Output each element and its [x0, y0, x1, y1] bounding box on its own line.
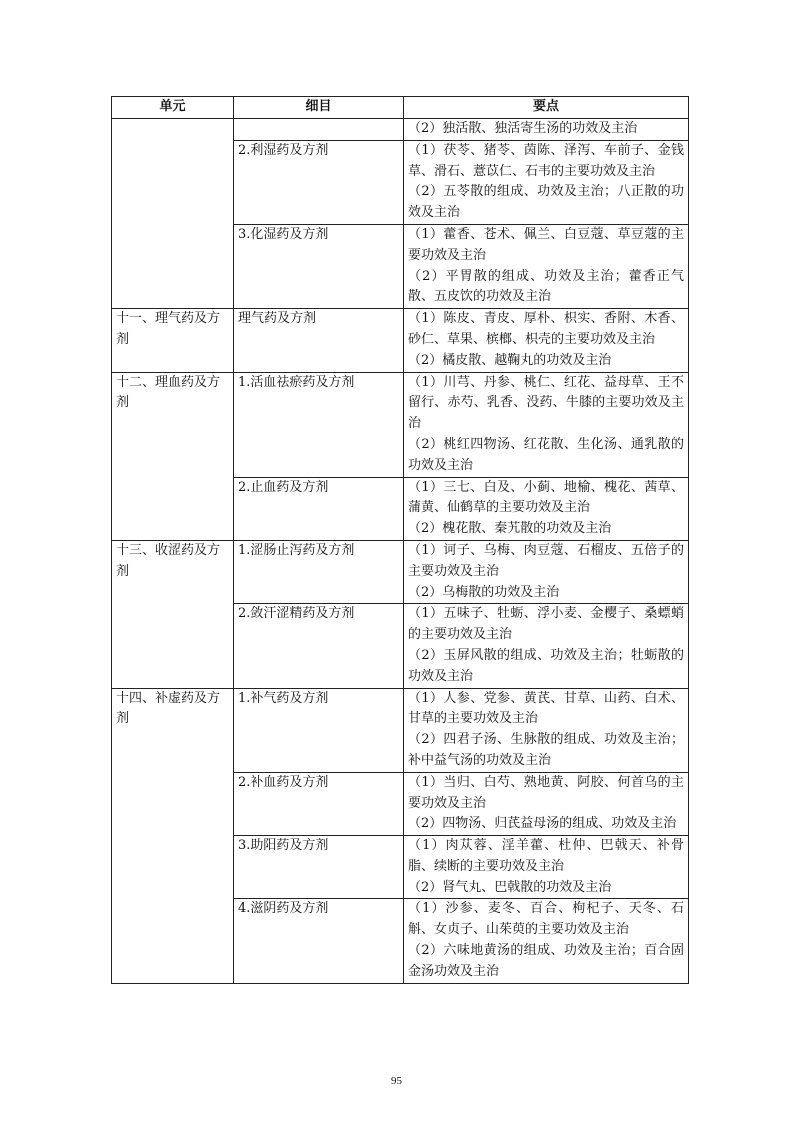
syllabus-table	[111, 96, 689, 984]
point-line: （1）川芎、丹参、桃仁、红花、益母草、王不留行、赤芍、乳香、没药、牛膝的主要功效及主治	[408, 374, 684, 432]
table-row	[112, 119, 689, 141]
point-line: （1）五味子、牡蛎、浮小麦、金樱子、桑螵蛸的主要功效及主治	[408, 606, 684, 643]
points-cell	[404, 772, 689, 835]
points-cell	[404, 140, 689, 224]
item-cell: 2.利湿药及方剂	[234, 140, 404, 224]
header-item: 细目	[234, 97, 404, 119]
table-row	[112, 309, 689, 372]
point-line: （2）橘皮散、越鞠丸的功效及主治	[408, 352, 612, 368]
point-line: （1）茯苓、猪苓、茵陈、泽泻、车前子、金钱草、滑石、薏苡仁、石韦的主要功效及主治	[408, 142, 684, 179]
point-line: （1）沙参、麦冬、百合、枸杞子、天冬、石斛、女贞子、山茱萸的主要功效及主治	[408, 901, 684, 938]
unit-cell: 十二、理血药及方剂	[112, 372, 234, 540]
points-cell	[404, 224, 689, 308]
point-line: （2）四物汤、归芪益母汤的组成、功效及主治	[408, 816, 677, 832]
point-line: （1）肉苁蓉、淫羊藿、杜仲、巴戟天、补骨脂、续断的主要功效及主治	[408, 838, 684, 874]
point-line: （2）玉屏风散的组成、功效及主治；牡蛎散的功效及主治	[408, 647, 684, 684]
point-line: （2）平胃散的组成、功效及主治；藿香正气散、五皮饮的功效及主治	[408, 268, 684, 305]
point-line: （1）人参、党参、黄芪、甘草、山药、白术、甘草的主要功效及主治	[408, 690, 684, 727]
point-line: （2）肾气丸、巴戟散的功效及主治	[408, 879, 612, 895]
item-cell: 3.助阳药及方剂	[234, 836, 404, 899]
header-points: 要点	[404, 97, 689, 119]
item-cell: 4.滋阴药及方剂	[234, 899, 404, 983]
point-line: （1）三七、白及、小蓟、地榆、槐花、茜草、蒲黄、仙鹤草的主要功效及主治	[408, 479, 684, 516]
item-cell: 2.止血药及方剂	[234, 477, 404, 540]
points-cell	[404, 540, 689, 603]
point-line: （1）当归、白芍、熟地黄、阿胶、何首乌的主要功效及主治	[408, 774, 684, 811]
item-cell: 2.补血药及方剂	[234, 772, 404, 835]
point-line: （2）槐花散、秦艽散的功效及主治	[408, 521, 612, 537]
item-cell	[234, 119, 404, 141]
header-row	[112, 97, 689, 119]
item-cell: 1.补气药及方剂	[234, 688, 404, 772]
table-row	[112, 540, 689, 603]
points-cell	[404, 119, 689, 141]
points-cell	[404, 477, 689, 540]
item-cell: 1.活血祛瘀药及方剂	[234, 372, 404, 477]
points-cell	[404, 604, 689, 688]
points-cell	[404, 836, 689, 899]
point-line: （2）四君子汤、生脉散的组成、功效及主治；补中益气汤的功效及主治	[408, 732, 684, 768]
point-line: （2）乌梅散的功效及主治	[408, 584, 560, 600]
item-cell: 1.涩肠止泻药及方剂	[234, 540, 404, 603]
point-line: （2）桃红四物汤、红花散、生化汤、通乳散的功效及主治	[408, 436, 684, 473]
item-cell: 理气药及方剂	[234, 309, 404, 372]
point-line: （1）陈皮、青皮、厚朴、枳实、香附、木香、砂仁、草果、槟榔、枳壳的主要功效及主治	[408, 311, 684, 347]
point-line: （2）独活散、独活寄生汤的功效及主治	[408, 121, 638, 136]
points-cell	[404, 688, 689, 772]
points-cell	[404, 372, 689, 477]
points-cell	[404, 899, 689, 983]
table-row	[112, 372, 689, 477]
header-unit: 单元	[112, 97, 234, 119]
unit-cell: 十一、理气药及方剂	[112, 309, 234, 372]
item-cell: 3.化湿药及方剂	[234, 224, 404, 308]
unit-cell: 十三、收涩药及方剂	[112, 540, 234, 688]
unit-cell	[112, 119, 234, 309]
point-line: （2）五苓散的组成、功效及主治；八正散的功效及主治	[408, 184, 684, 221]
point-line: （1）藿香、苍术、佩兰、白豆蔻、草豆蔻的主要功效及主治	[408, 226, 684, 263]
point-line: （1）诃子、乌梅、肉豆蔻、石榴皮、五倍子的主要功效及主治	[408, 542, 684, 579]
table-row	[112, 688, 689, 772]
unit-cell: 十四、补虚药及方剂	[112, 688, 234, 983]
points-cell	[404, 309, 689, 372]
point-line: （2）六味地黄汤的组成、功效及主治；百合固金汤功效及主治	[408, 943, 684, 979]
page-number: 95	[391, 1075, 402, 1087]
item-cell: 2.敛汗涩精药及方剂	[234, 604, 404, 688]
